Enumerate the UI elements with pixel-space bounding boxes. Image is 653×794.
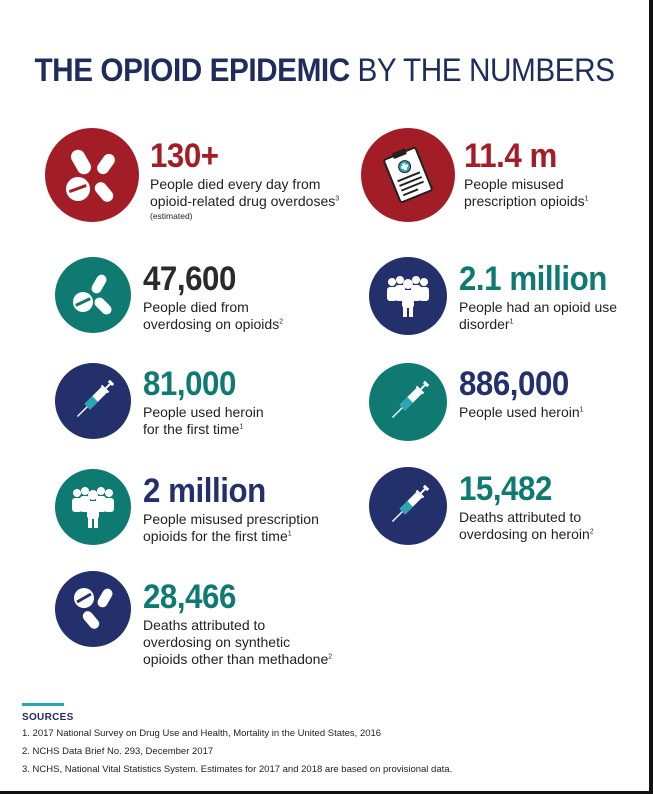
syringe-icon xyxy=(369,467,447,545)
stat-desc-line1: People died from xyxy=(143,299,249,315)
stat-value: 130+ xyxy=(150,137,219,175)
people-group-icon xyxy=(369,257,447,335)
stat-desc-line1: People used heroin xyxy=(143,404,264,420)
stat-value: 2 million xyxy=(143,472,266,510)
footnote-ref: 1 xyxy=(509,318,514,326)
stat-desc-line1: People used heroin xyxy=(459,404,580,420)
stat-desc-line1: People had an opioid use xyxy=(459,299,618,315)
pills-icon xyxy=(55,257,131,333)
stat-desc-line2: for the first time xyxy=(143,421,240,437)
stat-desc-line2: opioid-related drug overdoses xyxy=(150,193,336,209)
stat-desc-line1: Deaths attributed to xyxy=(459,509,582,525)
source-item: 2. NCHS Data Brief No. 293, December 2017 xyxy=(22,746,214,757)
stat-value: 28,466 xyxy=(143,578,236,616)
footnote-ref: 1 xyxy=(287,530,292,538)
footnote-ref: 1 xyxy=(579,406,584,414)
stat-desc-line2: overdosing on heroin xyxy=(459,526,590,542)
syringe-icon xyxy=(55,363,131,439)
footnote-ref: 2 xyxy=(328,653,333,661)
stat-desc-line2: opioids for the first time xyxy=(143,528,288,544)
people-group-icon xyxy=(55,469,131,545)
syringe-icon xyxy=(369,363,447,441)
footnote-ref: 2 xyxy=(279,318,284,326)
sources-list xyxy=(22,728,452,782)
stat-desc-line3: opioids other than methadone xyxy=(143,651,329,667)
stat-desc-line2: prescription opioids xyxy=(464,193,585,209)
stat-desc-line1: People died every day from xyxy=(150,176,321,192)
stat-value: 11.4 m xyxy=(464,137,557,175)
clipboard-prescription-icon xyxy=(361,128,455,222)
title-light: BY THE NUMBERS xyxy=(357,52,615,88)
footnote-ref: 2 xyxy=(589,528,594,536)
footnote-ref: 1 xyxy=(239,423,244,431)
stat-value: 15,482 xyxy=(459,470,552,508)
frame-border-right xyxy=(649,0,653,794)
stat-desc-line1: People misused prescription xyxy=(143,511,319,527)
sources-divider xyxy=(22,703,64,706)
stat-value: 886,000 xyxy=(459,365,569,403)
stat-desc-line2: overdosing on opioids xyxy=(143,316,280,332)
stat-desc-line1: People misused xyxy=(464,176,564,192)
stat-note: (estimated) xyxy=(150,211,193,221)
page-title xyxy=(23,52,627,89)
stat-desc-line2: overdosing on synthetic xyxy=(143,634,291,650)
stat-value: 2.1 million xyxy=(459,260,607,298)
source-item: 1. 2017 National Survey on Drug Use and Health, Mortality in the United States, 2016 xyxy=(22,728,382,739)
source-item: 3. NCHS, National Vital Statistics System. Estimates for 2017 and 2018 are based on provisional data. xyxy=(22,764,453,775)
footnote-ref: 1 xyxy=(584,195,589,203)
stat-value: 81,000 xyxy=(143,365,236,403)
title-strong: THE OPIOID EPIDEMIC xyxy=(34,52,350,88)
pills-icon xyxy=(55,571,131,647)
pills-icon xyxy=(45,128,139,222)
stat-desc-line1: Deaths attributed to xyxy=(143,617,266,633)
sources-heading: SOURCES xyxy=(22,712,74,723)
stat-desc-line2: disorder xyxy=(459,316,510,332)
stat-value: 47,600 xyxy=(143,260,236,298)
footnote-ref: 3 xyxy=(335,195,340,203)
